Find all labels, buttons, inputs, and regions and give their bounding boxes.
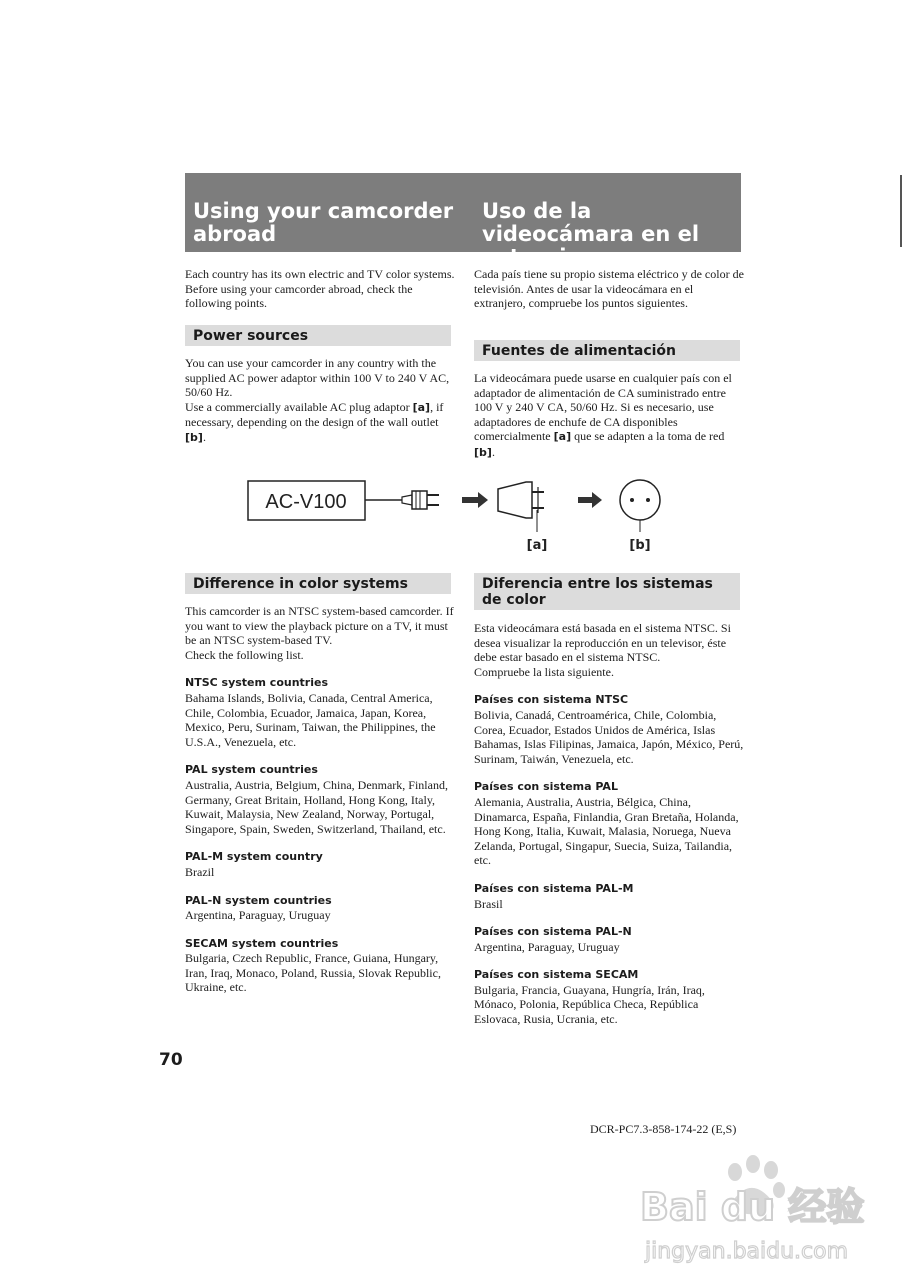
ac-adaptor-label: AC-V100	[265, 491, 347, 513]
page-number: 70	[159, 1050, 183, 1070]
color-systems-en	[185, 604, 455, 995]
watermark-url: jingyan.baidu.com	[645, 1239, 849, 1264]
palm-heading-es: Países con sistema PAL-M	[474, 881, 634, 895]
page-edge-mark	[900, 175, 902, 247]
ref-a: [a]	[412, 400, 431, 414]
plug-adaptor-diagram	[240, 470, 680, 560]
color-intro1-en: This camcorder is an NTSC system-based camcorder. If you want to view the playback picture on a TV, it must be an NTSC system-based TV.	[185, 604, 454, 648]
secam-list-en: Bulgaria, Czech Republic, France, Guiana, Hungary, Iran, Iraq, Monaco, Poland, Russia, Slovak Republic, Ukraine, etc.	[185, 951, 441, 995]
pal-heading-en: PAL system countries	[185, 763, 318, 777]
plug-adaptor-icon	[498, 482, 544, 532]
power-para2-en	[185, 400, 455, 446]
page-title-es: Uso de la videocámara en el extranjero	[482, 199, 700, 269]
power-para-es-b: que se adapten a la toma de red	[571, 429, 725, 444]
diagram-label-b: [b]	[629, 538, 651, 553]
color-intro1-es: Esta videocámara está basada en el sistema NTSC. Si desea visualizar la reproducción en un televisor, éste debe estar basado en el sistema NTSC.	[474, 621, 731, 665]
intro-en-text: Each country has its own electric and TV color systems. Before using your camcorder abroad, check the following points.	[185, 267, 455, 311]
color-systems-heading-en: Difference in color systems	[185, 573, 451, 594]
power-para-es	[474, 371, 744, 461]
color-intro2-es: Compruebe la lista siguiente.	[474, 664, 614, 679]
ntsc-heading-es: Países con sistema NTSC	[474, 693, 629, 707]
pal-list-es: Alemania, Australia, Austria, Bélgica, China, Dinamarca, España, Finlandia, Gran Bretaña, Holanda, Hong Kong, Italia, Kuwait, Malasia, Noruega, Nueva Zelanda, Portugal, Singapur, Suecia, Suiza, Tailandia, etc.	[474, 794, 739, 868]
power-para2a: Use a commercially available AC plug adaptor	[185, 399, 413, 414]
ntsc-list-en: Bahama Islands, Bolivia, Canada, Central America, Chile, Colombia, Ecuador, Jamaica, Japan, Korea, Mexico, Peru, Surinam, Taiwan, the Philippines, the U.S.A., Venezuela, etc.	[185, 690, 436, 749]
intro-es	[474, 267, 744, 311]
baidu-watermark-logo	[625, 1150, 895, 1270]
secam-heading-es: Países con sistema SECAM	[474, 968, 639, 982]
power-para1-en: You can use your camcorder in any country with the supplied AC power adaptor within 100 V to 240 V AC, 50/60 Hz.	[185, 356, 450, 400]
secam-heading-en: SECAM system countries	[185, 936, 339, 950]
power-sources-en	[185, 356, 455, 446]
power-sources-heading: Power sources	[185, 325, 451, 346]
arrow-right-icon-2	[578, 492, 602, 508]
palm-list-es: Brasil	[474, 896, 503, 911]
ntsc-heading-en: NTSC system countries	[185, 676, 329, 690]
intro-es-text: Cada país tiene su propio sistema eléctrico y de color de televisión. Antes de usar la videocámara en el extranjero, compruebe los puntos siguientes.	[474, 267, 744, 311]
paln-heading-en: PAL-N system countries	[185, 893, 332, 907]
pal-heading-es: Países con sistema PAL	[474, 780, 618, 794]
arrow-right-icon	[462, 492, 488, 508]
power-para-es-a: La videocámara puede usarse en cualquier país con el adaptador de alimentación de CA suministrado entre 100 V y 240 V CA, 50/60 Hz. Si es necesario, use adaptadores de enchufe de CA disponibles comercialmente	[474, 371, 732, 444]
paln-heading-es: Países con sistema PAL-N	[474, 925, 632, 939]
intro-en	[185, 267, 455, 311]
power-para2c: .	[202, 429, 206, 444]
color-intro2-en: Check the following list.	[185, 647, 304, 662]
watermark-logo-text: Bai du 经验	[640, 1185, 865, 1229]
power-para-es-c: .	[491, 444, 495, 459]
power-cord	[365, 491, 439, 509]
secam-list-es: Bulgaria, Francia, Guayana, Hungría, Irán, Iraq, Mónaco, Polonia, República Checa, República Eslovaca, Rusia, Ucrania, etc.	[474, 982, 705, 1027]
ref-b-es: [b]	[474, 445, 492, 459]
ntsc-list-es: Bolivia, Canadá, Centroamérica, Chile, Colombia, Corea, Ecuador, Estados Unidos de América, Islas Bahamas, Islas Filipinas, Jamaica, Japón, México, Perú, Surinam, Taiwán, Venezuela, etc.	[474, 707, 744, 766]
color-systems-heading-es: Diferencia entre los sistemas de color	[474, 573, 740, 610]
palm-list-en: Brazil	[185, 864, 215, 879]
paln-list-es: Argentina, Paraguay, Uruguay	[474, 939, 620, 954]
power-sources-es	[474, 371, 744, 461]
wall-outlet-icon	[620, 480, 660, 532]
palm-heading-en: PAL-M system country	[185, 850, 323, 864]
diagram-label-a: [a]	[526, 538, 548, 553]
power-para2b: , if necessary, depending on the design of the wall outlet	[185, 399, 444, 430]
page-title-en: Using your camcorder abroad	[193, 199, 454, 246]
pal-list-en: Australia, Austria, Belgium, China, Denmark, Finland, Germany, Great Britain, Holland, Hong Kong, Italy, Kuwait, Malaysia, New Zealand, Norway, Portugal, Singapore, Spain, Sweden, Switzerland, Thailand, etc.	[185, 777, 448, 836]
ref-a-es: [a]	[553, 430, 572, 444]
ref-b: [b]	[185, 430, 203, 444]
model-code: DCR-PC7.3-858-174-22 (E,S)	[590, 1122, 737, 1136]
fuentes-heading: Fuentes de alimentación	[474, 340, 740, 361]
paln-list-en: Argentina, Paraguay, Uruguay	[185, 908, 331, 923]
color-systems-es	[474, 621, 746, 1027]
